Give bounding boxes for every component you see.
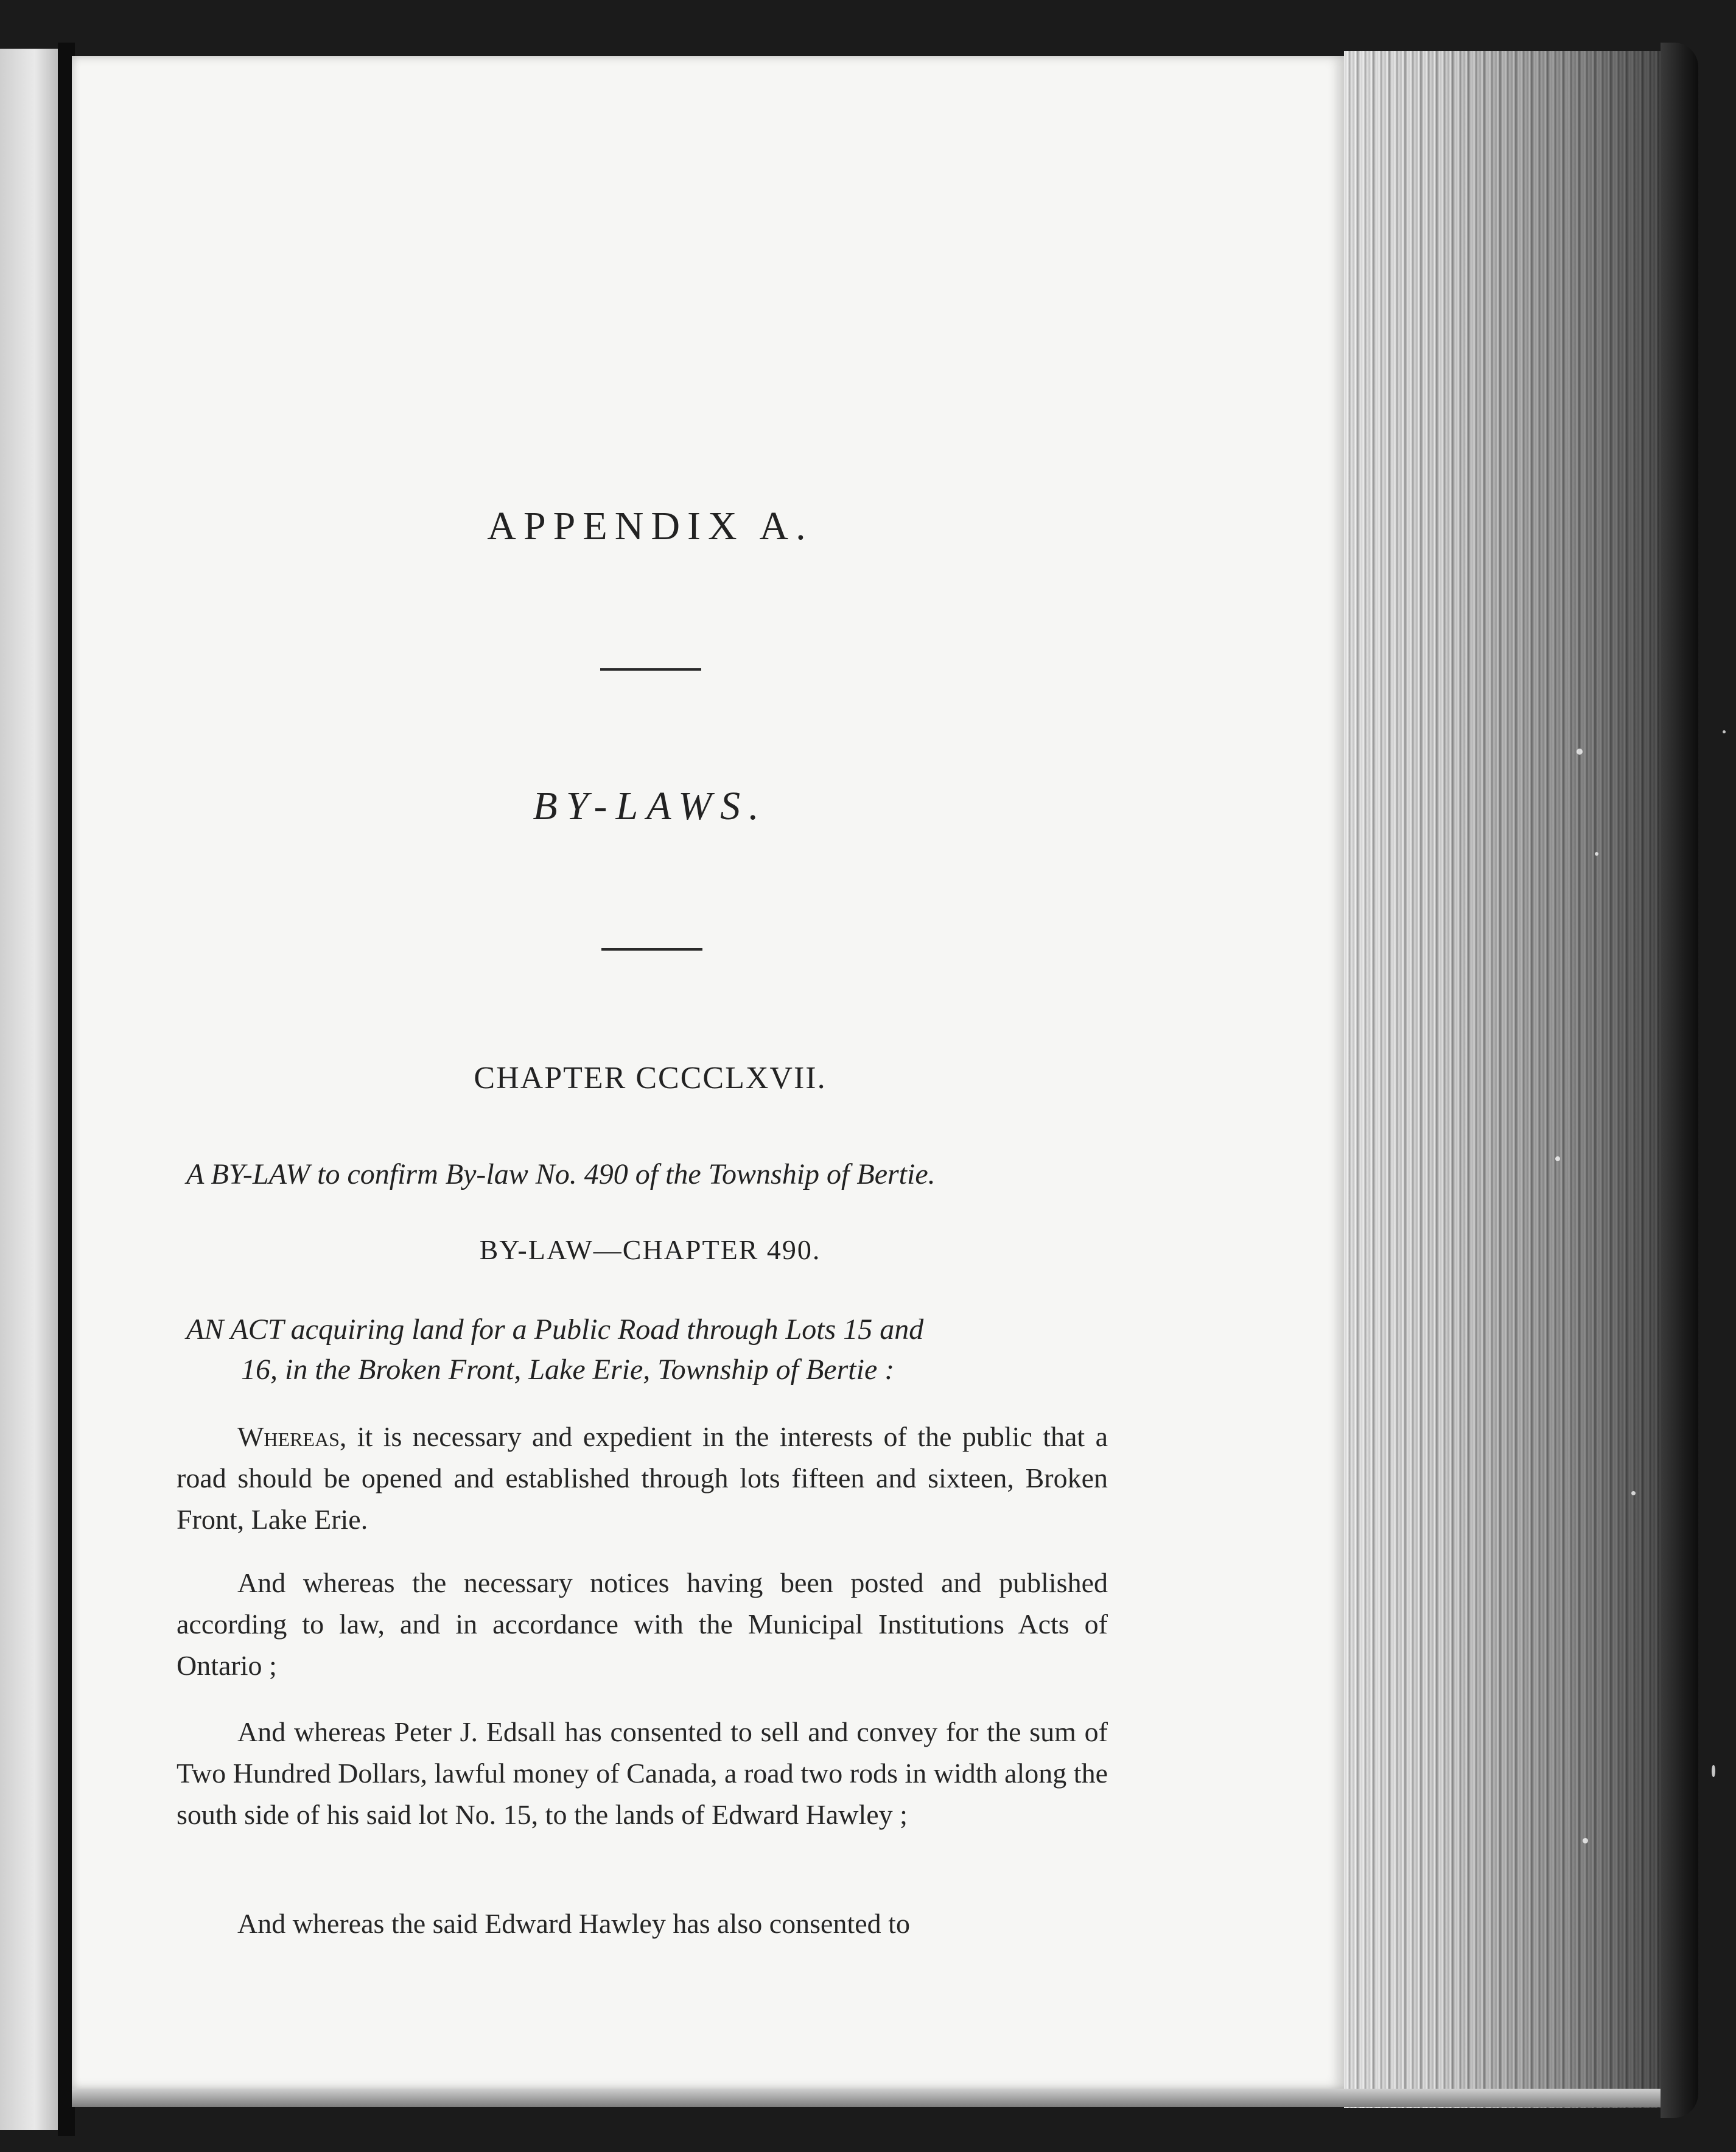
scan-speck: [1631, 1491, 1636, 1495]
paragraph-3-text: And whereas Peter J. Edsall has consented to sell and convey for the sum of Two Hundred Dollars, lawful money of Canada, a road two rods in width along the south side of his said lot No. 15, to the lands of Edward Hawley ;: [177, 1716, 1108, 1830]
book-page: [72, 56, 1344, 2089]
confirm-line: A BY-LAW to confirm By-law No. 490 of the Township of Bertie.: [186, 1158, 936, 1190]
book-cover-edge: [1661, 43, 1698, 2118]
page-bottom-edge: [72, 2089, 1661, 2107]
paragraph-3: [177, 1711, 1108, 1836]
paragraph-1-text: it is necessary and expedient in the interests of the public that a road should be opened and established through lots fifteen and sixteen, Broken Front, Lake Erie.: [177, 1421, 1108, 1535]
scan-speck: [1577, 749, 1583, 755]
divider-rule-1: [600, 668, 701, 671]
act-title-line-2: 16, in the Broken Front, Lake Erie, Township of Bertie :: [241, 1354, 895, 1386]
appendix-heading: APPENDIX A.: [487, 504, 813, 548]
section-heading: BY-LAWS.: [533, 784, 768, 828]
paragraph-1: [177, 1416, 1108, 1540]
paragraph-1-lead: Whereas,: [237, 1421, 347, 1452]
scan-speck: [1555, 1156, 1560, 1161]
paragraph-2-text: And whereas the necessary notices having been posted and published according to law, and in accordance with the Municipal Institutions Acts of Ontario ;: [177, 1567, 1108, 1681]
paragraph-2: [177, 1562, 1108, 1686]
paragraph-4: [177, 1903, 1108, 1946]
page-edges: [1344, 51, 1661, 2108]
paragraph-4-text: And whereas the said Edward Hawley has also consented to: [237, 1908, 910, 1939]
bylaw-chapter-heading: BY-LAW—CHAPTER 490.: [479, 1234, 821, 1265]
scan-speck: [1723, 730, 1726, 733]
act-title: [186, 1310, 1111, 1390]
scan-speck: [1583, 1838, 1588, 1843]
divider-rule-2: [601, 948, 702, 951]
act-title-line-1: AN ACT acquiring land for a Public Road through Lots 15 and: [186, 1313, 924, 1346]
scan-speck: [1595, 852, 1598, 856]
left-page-edge: [0, 49, 58, 2130]
scan-speck: [1712, 1765, 1715, 1777]
chapter-title: CHAPTER CCCCLXVII.: [474, 1061, 827, 1095]
